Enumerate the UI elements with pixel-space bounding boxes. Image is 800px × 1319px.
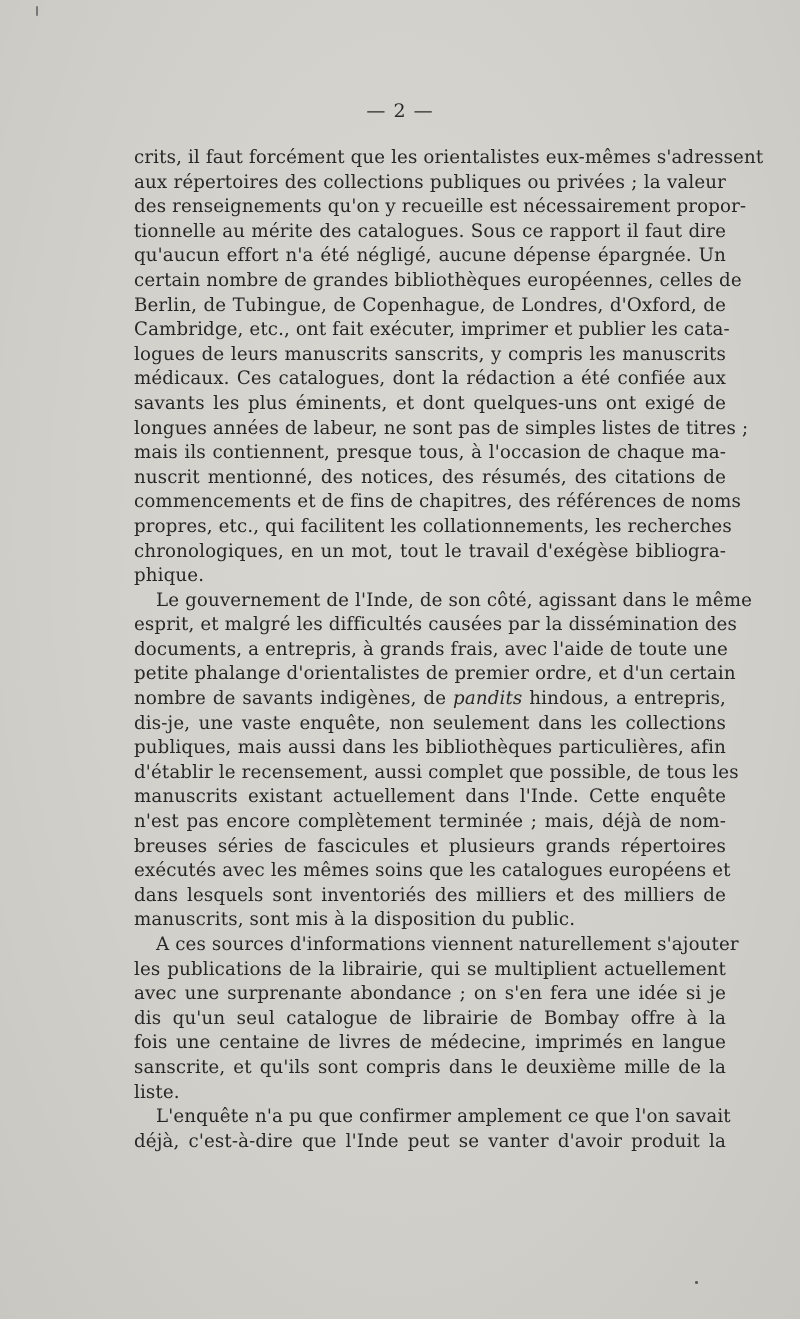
text-segment: hindous, a entrepris, [522, 688, 726, 710]
text-line: fois une centaine de livres de médecine, imprimés en langue [134, 1032, 726, 1054]
body-text [134, 146, 764, 1154]
text-line: aux répertoires des collections publiques ou privées ; la valeur [134, 171, 726, 193]
text-line: manuscrits existant actuellement dans l'Inde. Cette enquête [134, 786, 726, 808]
text-line: crits, il faut forcément que les orientalistes eux-mêmes s'adressent [134, 147, 764, 168]
text-line: dans lesquels sont inventoriés des milliers et des milliers de [134, 884, 726, 906]
text-line: avec une surprenante abondance ; on s'en fera une idée si je [134, 983, 726, 1005]
text-line: manuscrits, sont mis à la disposition du public. [134, 909, 576, 931]
text-line: Cambridge, etc., ont fait exécuter, imprimer et publier les cata- [134, 319, 730, 341]
paper-speck [695, 1281, 698, 1284]
text-line: Berlin, de Tubingue, de Copenhague, de Londres, d'Oxford, de [134, 294, 726, 316]
text-line: sanscrite, et qu'ils sont compris dans le deuxième mille de la [134, 1056, 726, 1078]
text-line-mixed [134, 687, 726, 712]
text-line: phique. [134, 565, 205, 587]
text-line: exécutés avec les mêmes soins que les catalogues européens et [134, 860, 731, 882]
page-number: — 2 — [366, 100, 434, 122]
text-line: breuses séries de fascicules et plusieurs grands répertoires [134, 835, 726, 857]
text-line: commencements et de fins de chapitres, des références de noms [134, 491, 741, 513]
text-line: L'enquête n'a pu que confirmer amplement ce que l'on savait [156, 1106, 731, 1128]
text-line: savants les plus éminents, et dont quelques-uns ont exigé de [134, 392, 726, 414]
text-line: longues années de labeur, ne sont pas de simples listes de titres ; [134, 417, 749, 439]
text-line: n'est pas encore complètement terminée ; mais, déjà de nom- [134, 811, 726, 833]
text-line: mais ils contiennent, presque tous, à l'occasion de chaque ma- [134, 442, 726, 464]
text-line: nuscrit mentionné, des notices, des résumés, des citations de [134, 466, 726, 488]
paragraph-2 [134, 589, 753, 933]
text-line: petite phalange d'orientalistes de premier ordre, et d'un certain [134, 663, 736, 685]
text-line: des renseignements qu'on y recueille est nécessairement propor- [134, 196, 747, 218]
text-line: publiques, mais aussi dans les bibliothèques particulières, afin [134, 737, 726, 759]
italic-term: pandits [453, 688, 523, 710]
text-line: tionnelle au mérite des catalogues. Sous ce rapport il faut dire [134, 220, 726, 242]
text-line: liste. [134, 1081, 180, 1103]
text-segment: nombre de savants indigènes, de [134, 688, 454, 710]
text-line: esprit, et malgré les difficultés causées par la dissémination des [134, 614, 737, 636]
text-line: déjà, c'est-à-dire que l'Inde peut se vanter d'avoir produit la [134, 1130, 726, 1152]
paragraph-4 [134, 1105, 731, 1154]
text-line: certain nombre de grandes bibliothèques européennes, celles de [134, 269, 742, 291]
text-line: logues de leurs manuscrits sanscrits, y compris les manuscrits [134, 343, 726, 365]
text-line: d'établir le recensement, aussi complet que possible, de tous les [134, 761, 739, 783]
text-line: propres, etc., qui facilitent les collationnements, les recherches [134, 515, 732, 537]
text-line: les publications de la librairie, qui se multiplient actuellement [134, 958, 726, 980]
paragraph-3 [134, 933, 739, 1105]
text-line: A ces sources d'informations viennent naturellement s'ajouter [156, 934, 739, 955]
text-line: chronologiques, en un mot, tout le travail d'exégèse bibliogra- [134, 540, 726, 562]
text-line: dis-je, une vaste enquête, non seulement dans les collections [134, 712, 726, 734]
paper-speck [36, 6, 38, 16]
text-line: médicaux. Ces catalogues, dont la rédaction a été confiée aux [134, 368, 726, 390]
text-line: qu'aucun effort n'a été négligé, aucune dépense épargnée. Un [134, 245, 726, 267]
text-line: dis qu'un seul catalogue de librairie de Bombay offre à la [134, 1007, 726, 1029]
text-line: documents, a entrepris, à grands frais, avec l'aide de toute une [134, 638, 728, 660]
paragraph-1 [134, 146, 764, 589]
text-line: Le gouvernement de l'Inde, de son côté, agissant dans le même [156, 589, 753, 611]
